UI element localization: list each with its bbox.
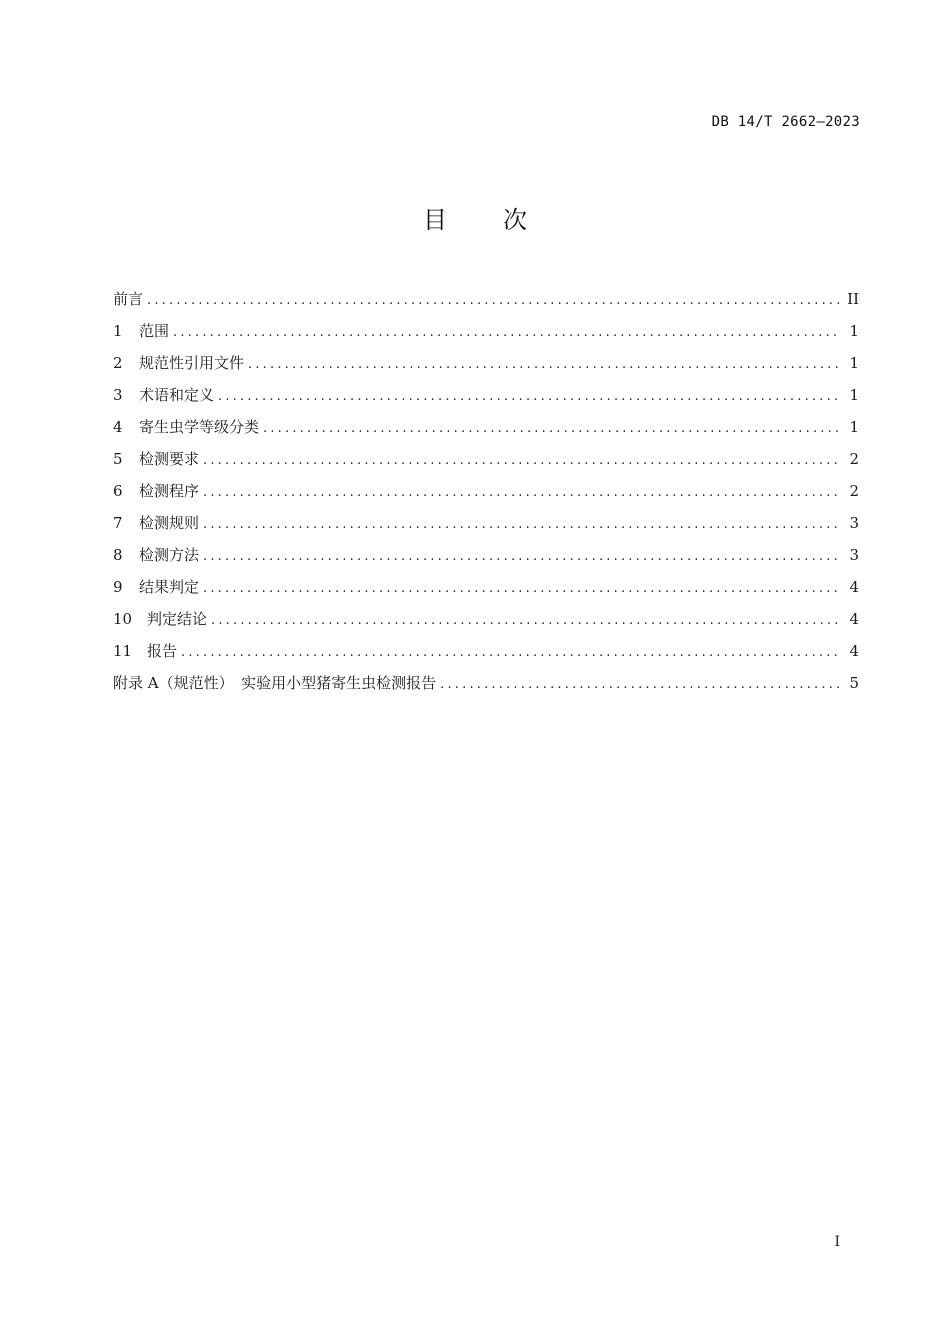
- toc-leader-dots: [147, 285, 841, 317]
- toc-leader-dots: [173, 317, 841, 349]
- toc-entry[interactable]: [113, 475, 859, 507]
- toc-entry[interactable]: [113, 571, 859, 603]
- toc-entry[interactable]: [113, 315, 859, 347]
- toc-entry[interactable]: [113, 507, 859, 539]
- toc-entry-page: 2: [849, 482, 859, 500]
- toc-entry[interactable]: [113, 379, 859, 411]
- toc-entry[interactable]: [113, 411, 859, 443]
- toc-entry-label: 检测程序: [139, 482, 200, 500]
- toc-entry-number: 3: [113, 386, 123, 404]
- toc-entry-number: 9: [113, 578, 123, 596]
- toc-entry-page: 4: [849, 578, 859, 596]
- toc-entry[interactable]: [113, 635, 859, 667]
- toc-leader-dots: [263, 413, 841, 445]
- toc-entry-page: 2: [849, 450, 859, 468]
- toc-entry-number: 7: [113, 514, 123, 532]
- toc-entry[interactable]: [113, 539, 859, 571]
- toc-entry-number: 5: [113, 450, 123, 468]
- toc-entry-page: 3: [849, 546, 859, 564]
- toc-entry-page: 1: [849, 386, 859, 404]
- toc-entry-label: 范围: [139, 322, 170, 340]
- toc-entry[interactable]: [113, 667, 859, 699]
- toc-entry-number: 10: [113, 610, 133, 628]
- toc-entry-label: 结果判定: [139, 578, 200, 596]
- page-number: I: [834, 1234, 840, 1250]
- toc-leader-dots: [203, 573, 841, 605]
- toc-entry[interactable]: [113, 603, 859, 635]
- table-of-contents: [113, 283, 859, 699]
- toc-entry-label: 检测规则: [139, 514, 200, 532]
- toc-entry-label: 报告: [147, 642, 178, 660]
- toc-leader-dots: [181, 637, 841, 669]
- toc-entry[interactable]: [113, 443, 859, 475]
- toc-leader-dots: [203, 509, 841, 541]
- standard-code: DB 14/T 2662—2023: [711, 114, 860, 130]
- toc-entry-number: 2: [113, 354, 123, 372]
- toc-entry-page: 1: [849, 354, 859, 372]
- toc-entry-page: II: [847, 290, 859, 308]
- toc-entry-number: 11: [113, 642, 133, 660]
- toc-entry-label: 寄生虫学等级分类: [139, 418, 260, 436]
- toc-entry-number: 1: [113, 322, 123, 340]
- toc-entry-page: 4: [849, 642, 859, 660]
- toc-entry[interactable]: [113, 283, 859, 315]
- toc-entry-page: 1: [849, 322, 859, 340]
- toc-entry-label: 前言: [113, 290, 144, 308]
- toc-entry-number: 6: [113, 482, 123, 500]
- toc-entry-page: 4: [849, 610, 859, 628]
- toc-entry-page: 3: [849, 514, 859, 532]
- toc-entry-number: 4: [113, 418, 123, 436]
- toc-entry-label: 检测要求: [139, 450, 200, 468]
- toc-entry-label: 术语和定义: [139, 386, 215, 404]
- toc-entry-page: 5: [849, 674, 859, 692]
- page-title: 目次: [423, 206, 583, 234]
- toc-leader-dots: [203, 541, 841, 573]
- toc-entry-label: 规范性引用文件: [139, 354, 245, 372]
- toc-entry-page: 1: [849, 418, 859, 436]
- toc-entry-label: 附录 A（规范性） 实验用小型猪寄生虫检测报告: [113, 674, 437, 692]
- toc-entry-number: 8: [113, 546, 123, 564]
- toc-leader-dots: [440, 669, 841, 701]
- toc-entry-label: 判定结论: [147, 610, 208, 628]
- toc-leader-dots: [218, 381, 841, 413]
- toc-leader-dots: [203, 445, 841, 477]
- toc-entry[interactable]: [113, 347, 859, 379]
- toc-leader-dots: [248, 349, 841, 381]
- toc-leader-dots: [211, 605, 841, 637]
- toc-entry-label: 检测方法: [139, 546, 200, 564]
- toc-leader-dots: [203, 477, 841, 509]
